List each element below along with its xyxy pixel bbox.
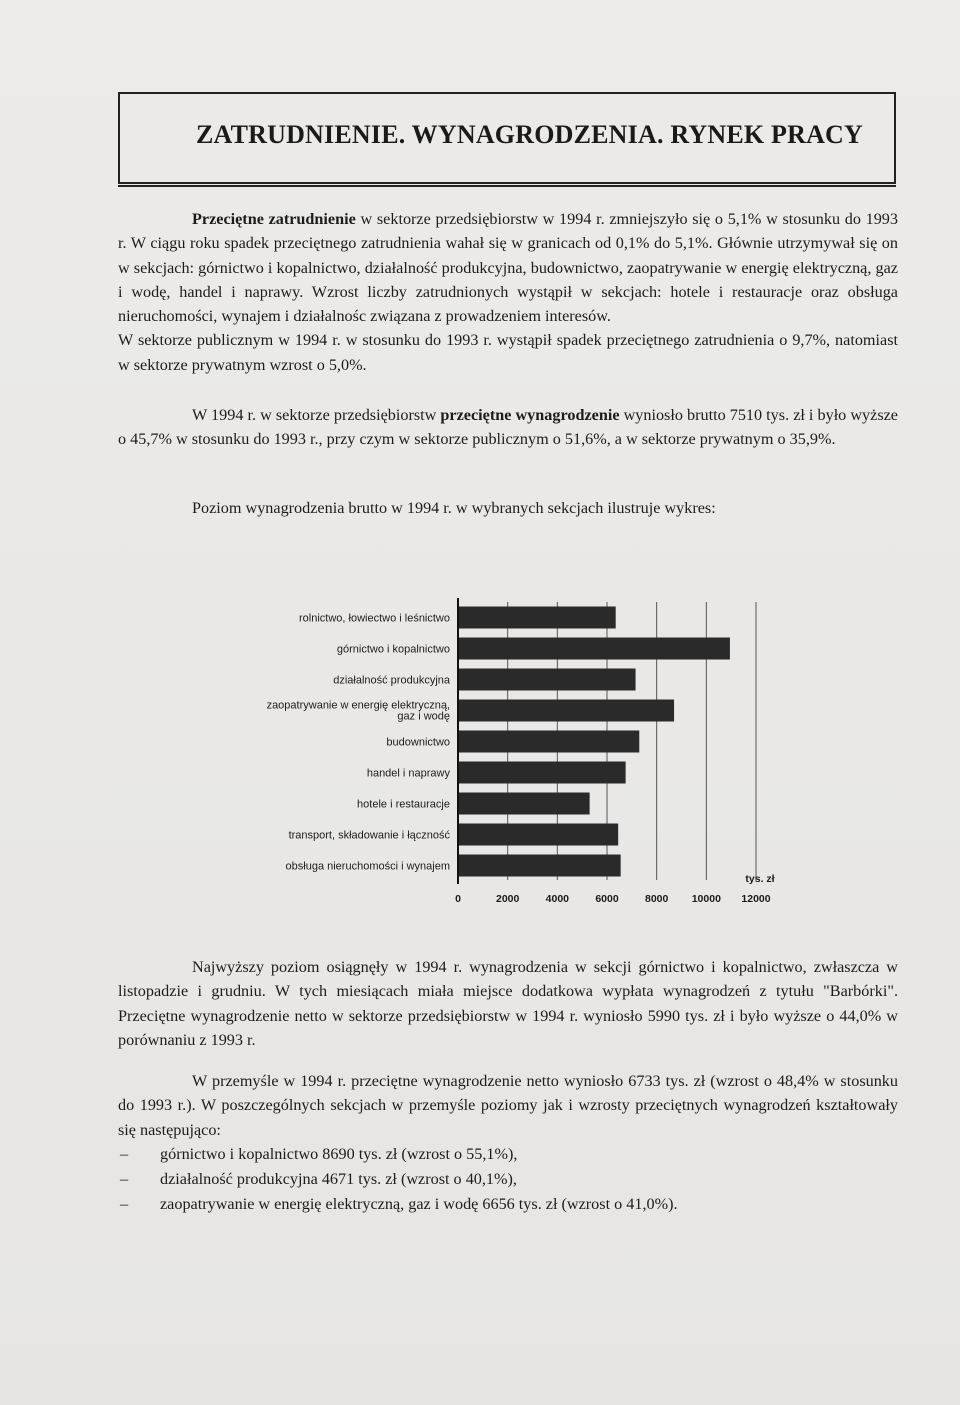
category-label: handel i naprawy	[366, 767, 450, 780]
bar	[458, 607, 616, 629]
list-item	[118, 1167, 898, 1192]
tick-label: 6000	[595, 893, 619, 905]
category-label: obsługa nieruchomości i wynajem	[285, 860, 450, 873]
dash-marker: –	[120, 1169, 129, 1188]
list-item	[118, 1142, 898, 1167]
paragraph-chart-intro: Poziom wynagrodzenia brutto w 1994 r. w wybranych sekcjach ilustruje wykres:	[192, 499, 716, 517]
category-label: działalność produkcyjna	[333, 674, 450, 687]
dash-marker: –	[120, 1144, 129, 1163]
tick-label: 12000	[741, 893, 771, 905]
unit-label: tys. zł	[745, 873, 775, 885]
page-title: ZATRUDNIENIE. WYNAGRODZENIA. RYNEK PRACY	[196, 120, 864, 149]
bar	[458, 855, 621, 877]
paragraph-text: w sektorze przedsiębiorstw w 1994 r. zmniejszyło się o 5,1% w stosunku do 1993 r. W ciągu roku spadek przeciętnego zatrudnienia wahał się w granicach od 0,1% do 5,1%. Głównie utrzymywał się on w sekcjach: górnictwo i kopalnictwo, działalność produkcyjna, budownictwo, zaopatrywanie w energię elektryczną, gaz i wodę, handel i naprawy. Wzrost liczby zatrudnionych wystąpił w sekcjach: hotele i restauracje oraz obsługa nieruchomości, wynajem i działalnośc związana z prowadzeniem interesów.	[118, 210, 898, 326]
tick-label: 4000	[545, 893, 570, 905]
list-item-text: zaopatrywanie w energię elektryczną, gaz i wodę 6656 tys. zł (wzrost o 41,0%).	[160, 1194, 678, 1213]
bar	[458, 824, 618, 846]
category-label: gaz i wodę	[397, 710, 450, 723]
industry-section	[118, 1069, 898, 1217]
bar	[458, 669, 636, 691]
tick-label: 10000	[691, 893, 721, 905]
paragraph-mining: Najwyższy poziom osiągnęły w 1994 r. wynagrodzenia w sekcji górnictwo i kopalnictwo, zwłaszcza w listopadzie i grudniu. W tych miesiącach miała miejsce dodatkowa wypłata wynagrodzeń z tytułu "Barbórki". Przeciętne wynagrodzenie netto w sektorze przedsiębiorstw w 1994 r. wyniosło 5990 tys. zł i było wyższe o 44,0% w porównaniu z 1993 r.	[118, 958, 898, 1049]
tick-label: 8000	[644, 893, 669, 905]
bar	[458, 638, 730, 660]
category-label: górnictwo i kopalnictwo	[336, 643, 450, 656]
bar	[458, 700, 674, 722]
category-label: rolnictwo, łowiectwo i leśnictwo	[299, 612, 450, 625]
list-item-text: działalność produkcyjna 4671 tys. zł (wzrost o 40,1%),	[160, 1169, 517, 1188]
paragraph-industry: W przemyśle w 1994 r. przeciętne wynagrodzenie netto wyniosło 6733 tys. zł (wzrost o 48,4% w stosunku do 1993 r.). W poszczególnych sekcjach w przemyśle poziomy jak i wzrosty przeciętnych wynagrodzeń kształtowały się następująco:	[118, 1072, 898, 1139]
category-label: budownictwo	[386, 736, 450, 749]
paragraph-sector: W sektorze publicznym w 1994 r. w stosunku do 1993 r. wystąpił spadek przeciętnego zatrudnienia o 9,7%, natomiast w sektorze prywatnym wzrost o 5,0%.	[118, 331, 898, 374]
bold-term: Przeciętne zatrudnienie	[192, 210, 356, 228]
tick-label: 2000	[495, 893, 520, 905]
bar	[458, 762, 626, 784]
paragraph-text: W 1994 r. w sektorze przedsiębiorstw	[192, 406, 441, 424]
list-item	[118, 1192, 898, 1217]
category-label: hotele i restauracje	[357, 798, 450, 811]
category-label: transport, składowanie i łączność	[288, 829, 450, 842]
dash-marker: –	[120, 1194, 129, 1213]
bold-term: przeciętne wynagrodzenie	[440, 406, 620, 424]
list-item-text: górnictwo i kopalnictwo 8690 tys. zł (wzrost o 55,1%),	[160, 1144, 518, 1163]
mining-section	[118, 955, 898, 1052]
tick-label: 0	[455, 893, 461, 905]
bar	[458, 793, 590, 815]
paragraph-text: wyniosło brutto 7510 tys. zł i było wyższe o 45,7% w stosunku do 1993 r., przy czym w sektorze publicznym o 51,6%, a w sektorze prywatnym o 35,9%.	[118, 406, 898, 449]
category-label: zaopatrywanie w energię elektryczną,	[266, 699, 450, 712]
bar	[458, 731, 639, 753]
industry-list	[118, 1142, 898, 1217]
